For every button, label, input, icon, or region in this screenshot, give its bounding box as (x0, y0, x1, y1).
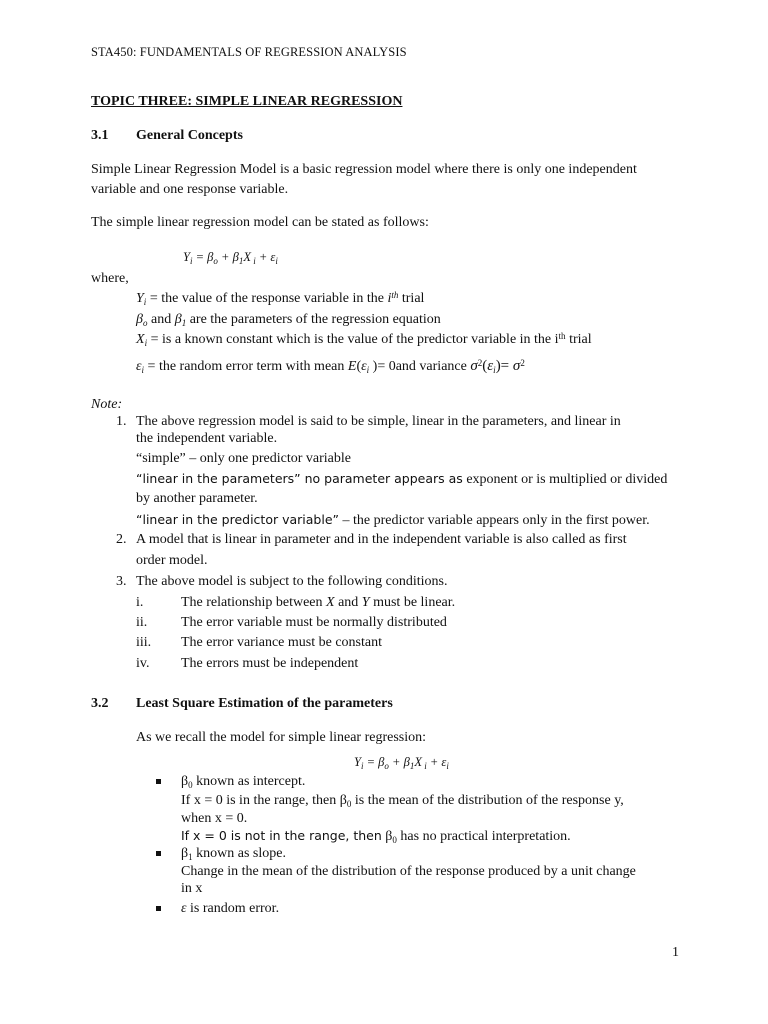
note-2-number: 2. (116, 532, 127, 547)
note-3-number: 3. (116, 574, 127, 589)
intro-paragraph-line-1: Simple Linear Regression Model is a basic regression model where there is only one independent (91, 162, 637, 177)
definition-xi: $X_i$ = is a known constant which is the value of the predictor variable in the $i^{th}$ trial (136, 331, 592, 348)
condition-2-number: ii. (136, 615, 148, 630)
recall-text: As we recall the model for simple linear regression: (136, 730, 427, 745)
note-2-line-2: order model. (136, 553, 208, 568)
bullet-2-line-2: Change in the mean of the distribution of the response produced by a unit change (181, 864, 636, 879)
note-1-line-5: by another parameter. (136, 491, 258, 506)
note-3-line-1: The above model is subject to the following conditions. (136, 574, 448, 589)
note-label: Note: (91, 397, 123, 412)
document-header: STA450: FUNDAMENTALS OF REGRESSION ANALYSIS (91, 45, 407, 59)
definition-yi: $Y_i$ = the value of the response variable in the $i^{th}$ trial (136, 290, 425, 307)
condition-3-number: iii. (136, 635, 152, 650)
section-title-3-2: Least Square Estimation of the parameters (136, 696, 393, 711)
bullet-2-line-3: in x (181, 881, 203, 896)
note-2-line-1: A model that is linear in parameter and in the independent variable is also called as first (136, 532, 627, 547)
note-1-line-1: The above regression model is said to be simple, linear in the parameters, and linear in (136, 414, 621, 429)
note-1-line-2: the independent variable. (136, 431, 278, 446)
bullet-1-line-2: If x = 0 is in the range, then $\beta_0$ is the mean of the distribution of the response y, (181, 793, 624, 809)
bullet-marker-2 (156, 851, 161, 856)
note-1-number: 1. (116, 414, 127, 429)
condition-3-text: The error variance must be constant (181, 635, 382, 650)
regression-equation: $Y_i = \beta_o + \beta_1X$ $_i + \varepsilon_i$ (183, 250, 278, 266)
bullet-1-line-3: when x = 0. (181, 811, 248, 826)
intro-paragraph-line-2: variable and one response variable. (91, 182, 289, 197)
bullet-2-line-1: $\beta_1$ known as slope. (181, 846, 286, 862)
bullet-marker-3 (156, 906, 161, 911)
page-number: 1 (672, 945, 679, 960)
bullet-1-line-1: $\beta_0$ known as intercept. (181, 774, 306, 790)
condition-4-number: iv. (136, 656, 150, 671)
section-number-3-2: 3.2 (91, 696, 109, 711)
section-number-3-1: 3.1 (91, 128, 109, 143)
note-1-line-3: “simple” – only one predictor variable (136, 451, 351, 466)
regression-equation-repeat: $Y_i = \beta_o + \beta_1X$ $_i + \varepsilon_i$ (354, 755, 449, 771)
intro-paragraph-2: The simple linear regression model can be stated as follows: (91, 215, 429, 230)
section-title-3-1: General Concepts (136, 128, 243, 143)
condition-4-text: The errors must be independent (181, 656, 359, 671)
definition-betas: $\beta_o$ and $\beta_1$ are the parameters of the regression equation (136, 312, 441, 328)
condition-2-text: The error variable must be normally distributed (181, 615, 447, 630)
note-1-line-6: “linear in the predictor variable” – the predictor variable appears only in the first power. (136, 512, 650, 528)
bullet-marker-1 (156, 779, 161, 784)
condition-1-number: i. (136, 595, 144, 610)
where-label: where, (91, 271, 129, 286)
condition-1-text: The relationship between X and Y must be linear. (181, 595, 456, 610)
note-1-line-4: “linear in the parameters” no parameter appears as exponent or is multiplied or divided (136, 471, 668, 487)
definition-epsilon: $\varepsilon_i$ = the random error term with mean $E(\varepsilon_i$ )= 0and variance $\sigma^2(\varepsilon_i)= \sigma^2$ (136, 358, 525, 375)
bullet-3-line-1: ε is random error. (181, 901, 280, 916)
topic-title: TOPIC THREE: SIMPLE LINEAR REGRESSION (91, 94, 403, 109)
bullet-1-line-4: If x = 0 is not in the range, then $\beta_0$ has no practical interpretation. (181, 828, 571, 845)
